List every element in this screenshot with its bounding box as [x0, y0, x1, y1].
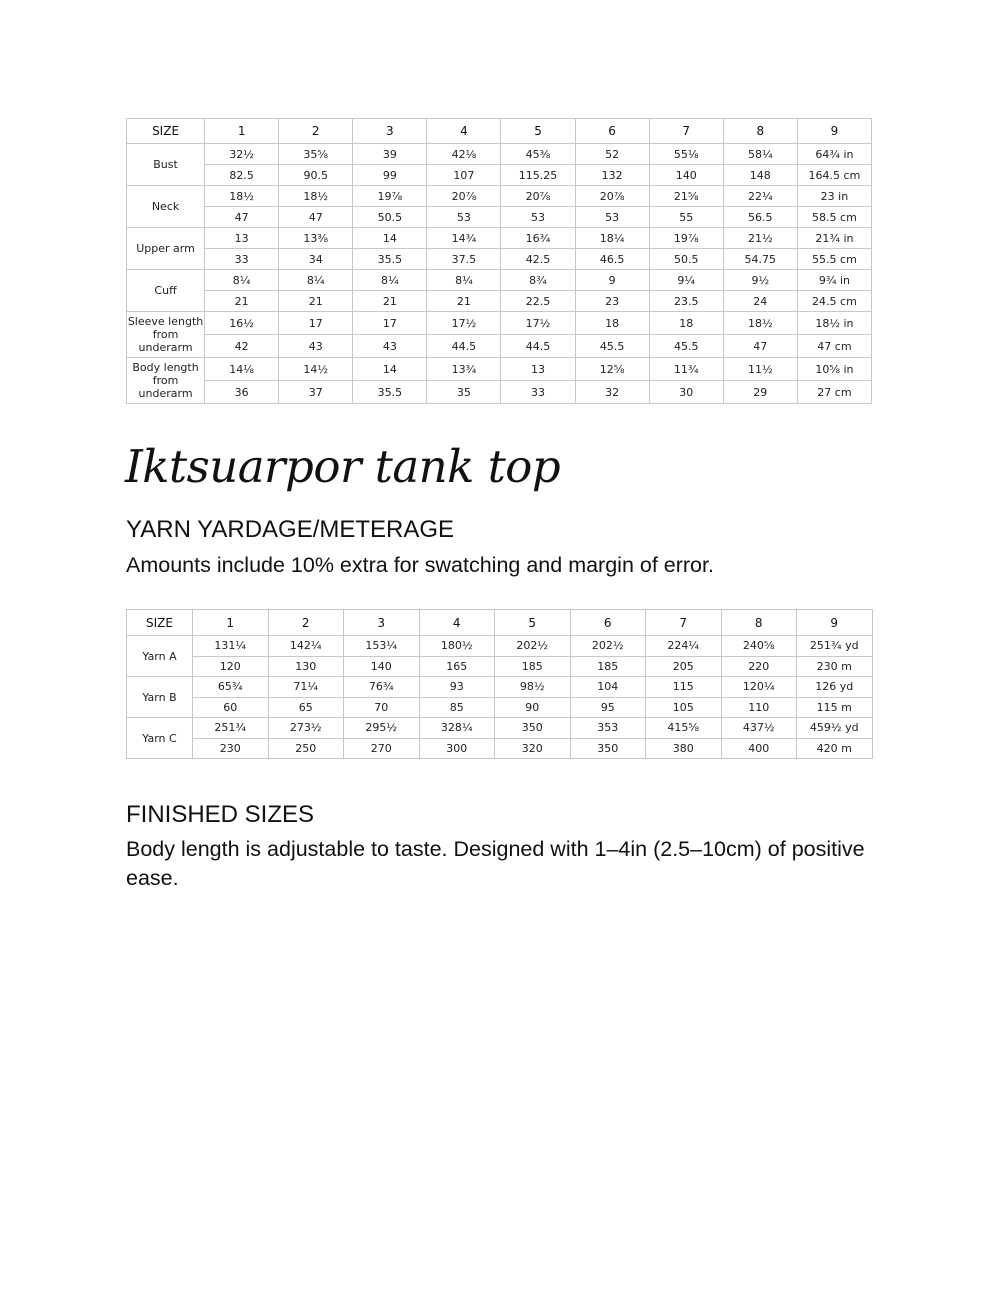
size-column-header: 1: [193, 610, 269, 636]
table-cell: 140: [344, 656, 420, 677]
table-cell: 295½: [344, 718, 420, 739]
table-row: [127, 312, 872, 335]
table-cell: 16½: [205, 312, 279, 335]
table-cell: 14: [353, 228, 427, 249]
table-cell: 47: [205, 207, 279, 228]
table-cell: 22¼: [723, 186, 797, 207]
table-cell: 19⅞: [649, 228, 723, 249]
finished-sizes-heading: FINISHED SIZES: [126, 801, 315, 828]
size-column-header: 4: [427, 119, 501, 144]
table-cell: 120: [193, 656, 269, 677]
table-cell: 54.75: [723, 249, 797, 270]
table-cell: 353: [570, 718, 646, 739]
table-cell: 50.5: [649, 249, 723, 270]
table-cell: 93: [419, 677, 495, 698]
yarn-table-body: [127, 636, 873, 759]
table-cell: 58.5 cm: [797, 207, 871, 228]
table-cell: 9½: [723, 270, 797, 291]
table-cell: 21: [205, 291, 279, 312]
table-cell: 132: [575, 165, 649, 186]
table-row: [127, 718, 873, 739]
table-cell: 43: [353, 335, 427, 358]
table-cell: 55.5 cm: [797, 249, 871, 270]
table-cell: 13: [205, 228, 279, 249]
table-cell: 16¾: [501, 228, 575, 249]
table-cell: 18½: [205, 186, 279, 207]
table-cell: 29: [723, 381, 797, 404]
table-cell: 24: [723, 291, 797, 312]
table-cell: 270: [344, 738, 420, 759]
table-cell: 55⅛: [649, 144, 723, 165]
table-cell: 64¾ in: [797, 144, 871, 165]
table-cell: 21: [353, 291, 427, 312]
table-row: [127, 207, 872, 228]
table-cell: 82.5: [205, 165, 279, 186]
row-label: Body length from underarm: [127, 358, 205, 404]
table-cell: 18½: [723, 312, 797, 335]
row-label: Cuff: [127, 270, 205, 312]
table-cell: 53: [575, 207, 649, 228]
size-column-header: 4: [419, 610, 495, 636]
table-cell: 23: [575, 291, 649, 312]
size-column-header: 1: [205, 119, 279, 144]
table-cell: 8¼: [353, 270, 427, 291]
table-cell: 21: [427, 291, 501, 312]
table-cell: 44.5: [501, 335, 575, 358]
table-cell: 13: [501, 358, 575, 381]
table-cell: 42⅛: [427, 144, 501, 165]
size-column-header: 2: [279, 119, 353, 144]
table-cell: 17: [279, 312, 353, 335]
table-cell: 55: [649, 207, 723, 228]
size-column-header: 3: [344, 610, 420, 636]
table-cell: 120¼: [721, 677, 797, 698]
yarn-table: [126, 609, 873, 759]
table-cell: 20⅞: [427, 186, 501, 207]
header-row: [127, 610, 873, 636]
table-cell: 350: [570, 738, 646, 759]
table-cell: 70: [344, 697, 420, 718]
table-cell: 45.5: [575, 335, 649, 358]
row-label: Upper arm: [127, 228, 205, 270]
table-cell: 14¾: [427, 228, 501, 249]
table-cell: 23.5: [649, 291, 723, 312]
table-cell: 202½: [495, 636, 571, 657]
table-cell: 8¾: [501, 270, 575, 291]
table-cell: 251¾: [193, 718, 269, 739]
table-cell: 65¾: [193, 677, 269, 698]
measurements-table-body: [127, 144, 872, 404]
table-cell: 140: [649, 165, 723, 186]
table-cell: 8¼: [279, 270, 353, 291]
table-row: [127, 697, 873, 718]
table-cell: 126 yd: [797, 677, 873, 698]
table-cell: 437½: [721, 718, 797, 739]
table-cell: 65: [268, 697, 344, 718]
table-cell: 19⅞: [353, 186, 427, 207]
table-cell: 459½ yd: [797, 718, 873, 739]
table-cell: 104: [570, 677, 646, 698]
table-cell: 105: [646, 697, 722, 718]
table-row: [127, 270, 872, 291]
table-cell: 14⅛: [205, 358, 279, 381]
size-column-header: 5: [501, 119, 575, 144]
table-cell: 27 cm: [797, 381, 871, 404]
table-cell: 18½: [279, 186, 353, 207]
row-label: Sleeve length from underarm: [127, 312, 205, 358]
table-row: [127, 144, 872, 165]
table-cell: 20⅞: [575, 186, 649, 207]
table-cell: 76¾: [344, 677, 420, 698]
table-cell: 18: [575, 312, 649, 335]
table-cell: 250: [268, 738, 344, 759]
table-cell: 32½: [205, 144, 279, 165]
table-cell: 11½: [723, 358, 797, 381]
table-cell: 42.5: [501, 249, 575, 270]
table-row: [127, 677, 873, 698]
row-label: Yarn A: [127, 636, 193, 677]
table-cell: 164.5 cm: [797, 165, 871, 186]
table-cell: 9: [575, 270, 649, 291]
table-cell: 9¾ in: [797, 270, 871, 291]
table-cell: 45.5: [649, 335, 723, 358]
size-header-cell: SIZE: [127, 119, 205, 144]
table-cell: 50.5: [353, 207, 427, 228]
table-cell: 21½: [723, 228, 797, 249]
table-cell: 21⅝: [649, 186, 723, 207]
table-cell: 230: [193, 738, 269, 759]
table-cell: 23 in: [797, 186, 871, 207]
size-column-header: 6: [575, 119, 649, 144]
table-cell: 8¼: [205, 270, 279, 291]
size-column-header: 8: [721, 610, 797, 636]
table-cell: 22.5: [501, 291, 575, 312]
table-cell: 98½: [495, 677, 571, 698]
table-cell: 71¼: [268, 677, 344, 698]
table-cell: 14½: [279, 358, 353, 381]
size-column-header: 7: [646, 610, 722, 636]
table-cell: 33: [205, 249, 279, 270]
table-cell: 328¼: [419, 718, 495, 739]
table-cell: 33: [501, 381, 575, 404]
table-cell: 17½: [501, 312, 575, 335]
table-cell: 230 m: [797, 656, 873, 677]
table-cell: 42: [205, 335, 279, 358]
table-cell: 47 cm: [797, 335, 871, 358]
table-cell: 21: [279, 291, 353, 312]
table-cell: 220: [721, 656, 797, 677]
table-cell: 142¼: [268, 636, 344, 657]
table-cell: 18½ in: [797, 312, 871, 335]
yarn-table-header: [127, 610, 873, 636]
table-cell: 180½: [419, 636, 495, 657]
size-column-header: 3: [353, 119, 427, 144]
table-cell: 202½: [570, 636, 646, 657]
table-cell: 32: [575, 381, 649, 404]
row-label: Yarn B: [127, 677, 193, 718]
table-cell: 148: [723, 165, 797, 186]
table-cell: 35⅝: [279, 144, 353, 165]
measurements-table: [126, 118, 872, 404]
table-cell: 300: [419, 738, 495, 759]
table-cell: 10⅝ in: [797, 358, 871, 381]
table-row: [127, 228, 872, 249]
row-label: Neck: [127, 186, 205, 228]
size-column-header: 9: [797, 610, 873, 636]
table-cell: 58¼: [723, 144, 797, 165]
size-column-header: 2: [268, 610, 344, 636]
table-cell: 131¼: [193, 636, 269, 657]
size-column-header: 5: [495, 610, 571, 636]
table-cell: 153¼: [344, 636, 420, 657]
size-column-header: 9: [797, 119, 871, 144]
table-cell: 17: [353, 312, 427, 335]
table-cell: 115: [646, 677, 722, 698]
table-cell: 110: [721, 697, 797, 718]
table-cell: 30: [649, 381, 723, 404]
table-row: [127, 186, 872, 207]
table-cell: 224¼: [646, 636, 722, 657]
table-cell: 13⅜: [279, 228, 353, 249]
table-row: [127, 335, 872, 358]
table-cell: 420 m: [797, 738, 873, 759]
measurements-table-header: [127, 119, 872, 144]
table-cell: 115 m: [797, 697, 873, 718]
table-cell: 18: [649, 312, 723, 335]
table-cell: 240⅝: [721, 636, 797, 657]
yarn-section-heading: YARN YARDAGE/METERAGE: [126, 516, 455, 543]
table-cell: 8¼: [427, 270, 501, 291]
table-cell: 273½: [268, 718, 344, 739]
table-cell: 36: [205, 381, 279, 404]
table-cell: 44.5: [427, 335, 501, 358]
table-cell: 43: [279, 335, 353, 358]
finished-sizes-text: Body length is adjustable to taste. Designed with 1–4in (2.5–10cm) of positive ease.: [126, 837, 865, 890]
table-cell: 14: [353, 358, 427, 381]
table-row: [127, 358, 872, 381]
table-cell: 21¾ in: [797, 228, 871, 249]
table-cell: 35.5: [353, 249, 427, 270]
size-column-header: 7: [649, 119, 723, 144]
table-cell: 107: [427, 165, 501, 186]
table-cell: 18¼: [575, 228, 649, 249]
table-cell: 99: [353, 165, 427, 186]
row-label: Bust: [127, 144, 205, 186]
table-row: [127, 291, 872, 312]
table-cell: 95: [570, 697, 646, 718]
table-cell: 130: [268, 656, 344, 677]
pattern-title: Iktsuarpor tank top: [125, 440, 561, 493]
table-cell: 320: [495, 738, 571, 759]
table-cell: 115.25: [501, 165, 575, 186]
yarn-section-text: Amounts include 10% extra for swatching and margin of error.: [126, 553, 714, 577]
header-row: [127, 119, 872, 144]
table-cell: 185: [570, 656, 646, 677]
table-cell: 17½: [427, 312, 501, 335]
table-cell: 85: [419, 697, 495, 718]
size-column-header: 8: [723, 119, 797, 144]
table-cell: 12⅝: [575, 358, 649, 381]
table-cell: 20⅞: [501, 186, 575, 207]
table-cell: 9¼: [649, 270, 723, 291]
table-cell: 39: [353, 144, 427, 165]
table-cell: 90.5: [279, 165, 353, 186]
size-header-cell: SIZE: [127, 610, 193, 636]
table-cell: 350: [495, 718, 571, 739]
table-cell: 380: [646, 738, 722, 759]
table-cell: 415⅝: [646, 718, 722, 739]
table-cell: 47: [723, 335, 797, 358]
table-row: [127, 656, 873, 677]
table-row: [127, 249, 872, 270]
table-cell: 90: [495, 697, 571, 718]
table-cell: 251¾ yd: [797, 636, 873, 657]
table-cell: 35.5: [353, 381, 427, 404]
table-row: [127, 381, 872, 404]
table-cell: 45⅜: [501, 144, 575, 165]
table-cell: 400: [721, 738, 797, 759]
table-cell: 53: [427, 207, 501, 228]
table-cell: 56.5: [723, 207, 797, 228]
size-column-header: 6: [570, 610, 646, 636]
table-cell: 24.5 cm: [797, 291, 871, 312]
table-row: [127, 738, 873, 759]
table-cell: 34: [279, 249, 353, 270]
table-cell: 47: [279, 207, 353, 228]
table-cell: 35: [427, 381, 501, 404]
table-cell: 37: [279, 381, 353, 404]
row-label: Yarn C: [127, 718, 193, 759]
table-cell: 53: [501, 207, 575, 228]
table-cell: 165: [419, 656, 495, 677]
table-cell: 13¾: [427, 358, 501, 381]
table-cell: 205: [646, 656, 722, 677]
table-cell: 52: [575, 144, 649, 165]
table-cell: 60: [193, 697, 269, 718]
table-cell: 11¾: [649, 358, 723, 381]
table-row: [127, 165, 872, 186]
table-cell: 37.5: [427, 249, 501, 270]
table-cell: 46.5: [575, 249, 649, 270]
table-cell: 185: [495, 656, 571, 677]
table-row: [127, 636, 873, 657]
